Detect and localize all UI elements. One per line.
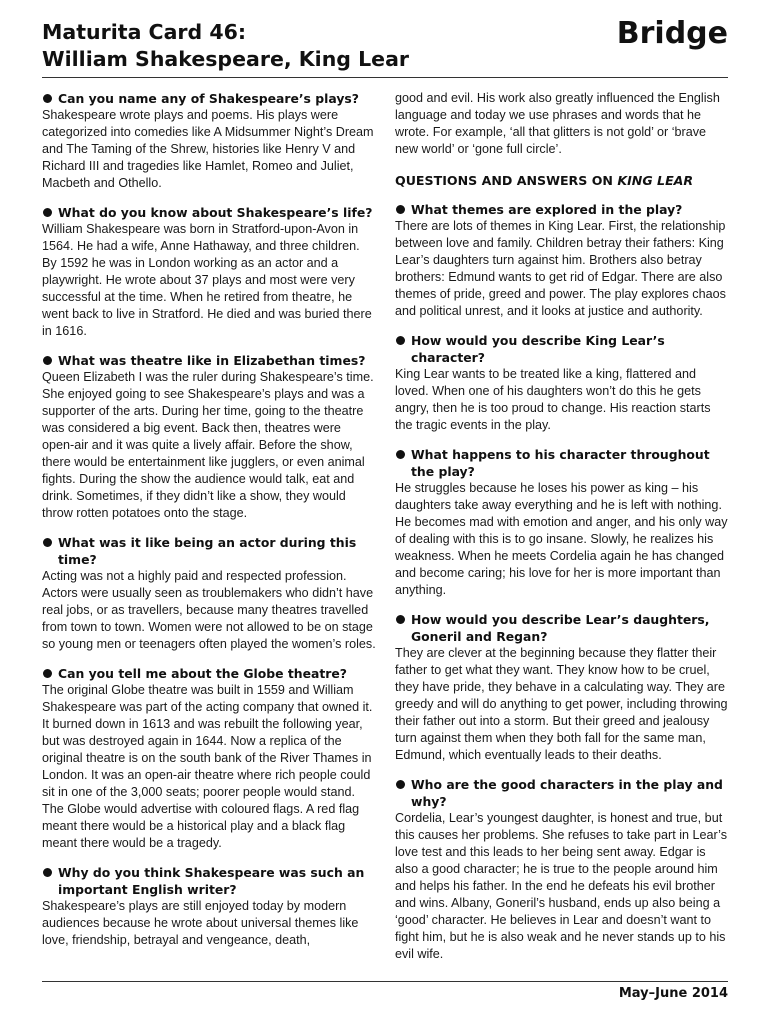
question-heading: What was it like being an actor during this time? bbox=[42, 534, 376, 568]
section-heading-emphasis: KING LEAR bbox=[617, 173, 694, 188]
question-heading: Can you name any of Shakespeare’s plays? bbox=[42, 90, 376, 107]
question-heading: What do you know about Shakespeare’s life? bbox=[42, 204, 376, 221]
footer-rule bbox=[42, 981, 728, 982]
title-line-1: Maturita Card 46: bbox=[42, 20, 247, 44]
page-title bbox=[42, 19, 409, 73]
brand-name: Bridge bbox=[616, 16, 728, 51]
right-column bbox=[395, 90, 728, 975]
question-heading: Who are the good characters in the play and why? bbox=[395, 776, 728, 810]
left-column bbox=[42, 90, 376, 961]
answer-text: Cordelia, Lear’s youngest daughter, is honest and true, but this causes her problems. She refuses to take part in Lear’s love test and this leads to her being sent away. Edgar is also a good character; he is true to the people around him and helps his father. In the end he defeats his evil brother and wins. Albany, Goneril’s husband, ends up also being a ‘good’ character. He believes in Lear and doesn’t want to fight him, but he is also weak and he never stands up to his evil wife. bbox=[395, 811, 728, 961]
question-heading: Why do you think Shakespeare was such an important English writer? bbox=[42, 864, 376, 898]
section-heading-prefix: QUESTIONS AND ANSWERS ON bbox=[395, 173, 618, 188]
question-heading: How would you describe Lear’s daughters, Goneril and Regan? bbox=[395, 611, 728, 645]
answer-text: King Lear wants to be treated like a king, flattered and loved. When one of his daughters won’t do this he gets angry, then he is too proud to change. His reaction starts the tragic events in the play. bbox=[395, 367, 711, 432]
answer-text: Queen Elizabeth I was the ruler during Shakespeare’s time. She enjoyed going to see Shakespeare’s plays and was a supporter of the arts. During her time, going to the theatre was considered a big event. Back then, theatres were open-air and it was quite a lively affair. Before the show, there would be entertainment like jugglers, or even animal fights. During the show the audience would talk, eat and drink. Sometimes, if they didn’t like a show, they would throw rotten potatoes onto the stage. bbox=[42, 370, 374, 520]
title-line-2: William Shakespeare, King Lear bbox=[42, 47, 410, 71]
continuation-text: good and evil. His work also greatly influenced the English language and today we use phrases and words that he wrote. For example, ‘all that glitters is not gold’ or ‘brave new world’ or ‘gone full circle’. bbox=[395, 91, 720, 156]
answer-text: The original Globe theatre was built in 1559 and William Shakespeare was part of the acting company that owned it. It burned down in 1613 and was rebuilt the following year, but was destroyed again in 1644. Now a replica of the original theatre is on the south bank of the River Thames in London. It was an open-air theatre where rich people could sit in one of the 3,000 seats; poorer people would stand. The Globe would advertise with coloured flags. A red flag meant there would be a historical play and a black flag meant there would be a tragedy. bbox=[42, 683, 373, 850]
answer-text: He struggles because he loses his power as king – his daughters take away everything and he is left with nothing. He becomes mad with emotion and anger, and his only way of dealing with this is to go insane. Slowly, he realizes his weakness. When he meets Cordelia again he has changed and become caring; his love for her is more important than anything. bbox=[395, 481, 728, 597]
answer-text: There are lots of themes in King Lear. First, the relationship between love and family. Children betray their fathers: King Lear’s daughters turn against him. Brothers also betray brothers: Edmund wants to get rid of Edgar. There are also themes of pride, greed and power. The play explores chaos and political unrest, and it looks at justice and authority. bbox=[395, 219, 726, 318]
answer-text: Acting was not a highly paid and respected profession. Actors were usually seen as troublemakers who didn’t have real jobs, or as travellers, because many theatres travelled from town to town. Women were not allowed to be on stage so young men or teenagers often played the women’s roles. bbox=[42, 569, 376, 651]
question-heading: What themes are explored in the play? bbox=[395, 201, 728, 218]
header-rule bbox=[42, 77, 728, 78]
question-heading: Can you tell me about the Globe theatre? bbox=[42, 665, 376, 682]
question-heading: How would you describe King Lear’s character? bbox=[395, 332, 728, 366]
answer-text: William Shakespeare was born in Stratford-upon-Avon in 1564. He had a wife, Anne Hathaway, and three children. By 1592 he was in London working as an actor and a playwright. He wrote about 37 plays and most were very successful at the time. When he retired from theatre, he went back to live in Stratford. He died and was buried there in 1616. bbox=[42, 222, 372, 338]
question-heading: What was theatre like in Elizabethan times? bbox=[42, 352, 376, 369]
answer-text: Shakespeare wrote plays and poems. His plays were categorized into comedies like A Midsummer Night’s Dream and The Taming of the Shrew, histories like Henry V and Richard III and tragedies like Hamlet, Romeo and Juliet, Macbeth and Othello. bbox=[42, 108, 374, 190]
issue-date: May–June 2014 bbox=[618, 986, 728, 1001]
answer-text: Shakespeare’s plays are still enjoyed today by modern audiences because he wrote about universal themes like love, friendship, betrayal and vengeance, death, bbox=[42, 899, 359, 947]
question-heading: What happens to his character throughout the play? bbox=[395, 446, 728, 480]
section-heading bbox=[395, 172, 728, 189]
answer-text: They are clever at the beginning because they flatter their father to get what they want. They know how to be cruel, they have pride, they behave in a calculating way. They are greedy and will do anything to get power, including throwing their father out into a storm. But their greed and jealousy turn against them when they both fall for the same man, Edmund, which eventually leads to their deaths. bbox=[395, 646, 728, 762]
